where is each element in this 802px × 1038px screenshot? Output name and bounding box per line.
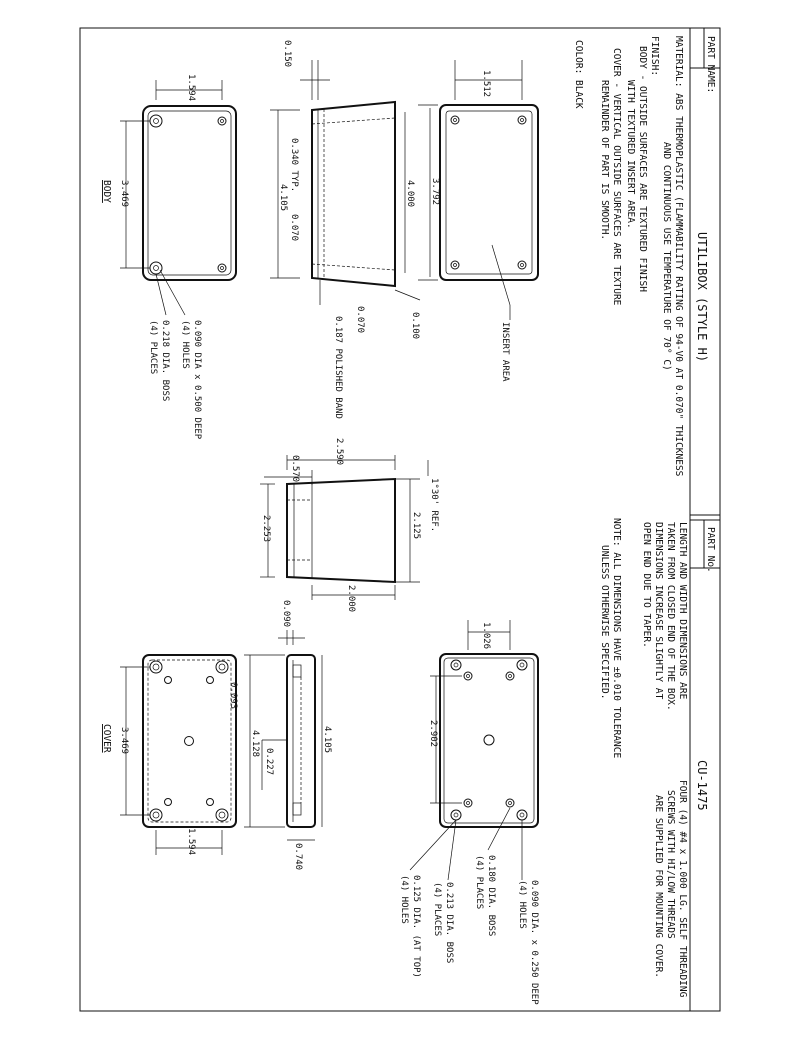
cover-top-view xyxy=(410,620,538,880)
cover-hole-note: 0.090 DIA. x 0.250 DEEP xyxy=(529,880,539,1005)
body-label: BODY xyxy=(101,180,112,203)
body-boss-count: (4) PLACES xyxy=(148,320,158,375)
finish-cover-2: REMAINDER OF PART IS SMOOTH. xyxy=(599,80,610,241)
length-note-4: OPEN END DUE TO TAPER. xyxy=(641,522,652,648)
finish-body: BODY - OUTSIDE SURFACES ARE TEXTURED FINISH xyxy=(637,46,648,292)
dim-0340: 0.340 TYP. xyxy=(289,138,299,193)
dim-3469-cover: 3.469 xyxy=(119,727,129,755)
dim-4105-cover: 4.105 xyxy=(322,726,332,754)
angle-ref: 1°30' REF. xyxy=(429,478,439,533)
cover-boss213-count: (4) PLACES xyxy=(432,882,442,937)
dim-4000: 4.000 xyxy=(405,180,415,208)
dim-2902: 2.902 xyxy=(428,720,438,748)
dim-1026: 1.026 xyxy=(481,622,491,650)
screws-note-1: FOUR (4) #4 x 1.000 LG. SELF THREADING xyxy=(677,780,688,998)
end-side-view xyxy=(260,455,428,600)
cover-dia125-count: (4) HOLES xyxy=(399,875,409,924)
cover-boss180-note: 0.180 DIA. BOSS xyxy=(486,855,496,937)
cover-bottom-view xyxy=(120,655,236,855)
material-note-2: AND CONTINUOUS USE TEMPERATURE OF 70° C) xyxy=(661,142,672,371)
dim-0740: 0.740 xyxy=(293,843,303,871)
dim-2125: 2.125 xyxy=(411,512,421,540)
dim-1512: 1.512 xyxy=(481,70,491,98)
dim-0570: 0.570 xyxy=(290,455,300,483)
color-note: COLOR: BLACK xyxy=(573,40,584,109)
part-no-label: PART No. xyxy=(705,527,716,573)
cover-boss180-count: (4) PLACES xyxy=(474,855,484,910)
dim-1594-cover: 1.594 xyxy=(186,828,196,856)
part-no: CU-1475 xyxy=(695,760,709,811)
finish-body-2: WITH TEXTURED INSERT AREA. xyxy=(625,80,636,229)
finish-label: FINISH: xyxy=(649,36,660,77)
body-hole-count: (4) HOLES xyxy=(180,320,190,369)
part-name: UTILIBOX (STYLE H) xyxy=(695,232,709,363)
length-note-1: LENGTH AND WIDTH DIMENSIONS ARE xyxy=(677,522,688,700)
cover-dia125-note: 0.125 DIA. (AT TOP) xyxy=(411,875,421,978)
material-note: MATERIAL: ABS THERMOPLASTIC (FLAMMABILITY RATING OF 94-V0 AT 0.070" THICKNESS xyxy=(673,36,684,477)
cover-boss213-note: 0.213 DIA. BOSS xyxy=(444,882,454,964)
dim-0100: 0.100 xyxy=(410,312,420,340)
cover-label: COVER xyxy=(101,724,112,753)
dim-0070a: 0.070 xyxy=(289,214,299,242)
dim-4105-body: 4.105 xyxy=(278,184,288,212)
insert-area-label: INSERT AREA xyxy=(500,322,510,382)
body-hole-note: 0.090 DIA x 0.500 DEEP xyxy=(192,320,202,440)
dim-2590: 2.590 xyxy=(334,438,344,466)
dim-3469-body: 3.469 xyxy=(119,180,129,208)
dim-0093: 0.093 xyxy=(228,682,238,710)
screws-note-3: ARE SUPPLIED FOR MOUNTING COVER. xyxy=(653,795,664,979)
dim-0150: 0.150 xyxy=(282,40,292,68)
length-note-2: TAKEN FROM CLOSED END OF THE BOX. xyxy=(665,522,676,711)
screws-note-2: SCREWS WITH HI/LOW THREADS xyxy=(665,790,676,939)
dim-3792: 3.792 xyxy=(430,178,440,206)
body-boss-note: 0.218 DIA. BOSS xyxy=(160,320,170,402)
sheet-border xyxy=(80,28,720,1011)
polished-band-label: 0.187 POLISHED BAND xyxy=(333,316,343,419)
dim-4128: 4.128 xyxy=(250,730,260,758)
dim-2000: 2.000 xyxy=(346,585,356,613)
dim-0090: 0.090 xyxy=(281,600,291,628)
tolerance-note-1: NOTE: ALL DIMENSIONS HAVE ±0.010 TOLERANCE xyxy=(611,518,622,759)
part-name-label: PART NAME: xyxy=(705,36,716,94)
dim-2253: 2.253 xyxy=(261,515,271,543)
dim-0227: 0.227 xyxy=(264,748,274,776)
length-note-3: DIMENSIONS INCREASE SLIGHTLY AT xyxy=(653,522,664,700)
cover-hole-count: (4) HOLES xyxy=(517,880,527,929)
body-bottom-view xyxy=(120,80,236,315)
tolerance-note-2: UNLESS OTHERWISE SPECIFIED. xyxy=(599,545,610,700)
dim-1594-body: 1.594 xyxy=(186,74,196,102)
finish-cover: COVER - VERTICAL OUTSIDE SURFACES ARE TEXTURE xyxy=(611,48,622,306)
body-top-view xyxy=(405,60,538,320)
dim-0070b: 0.070 xyxy=(355,306,365,334)
